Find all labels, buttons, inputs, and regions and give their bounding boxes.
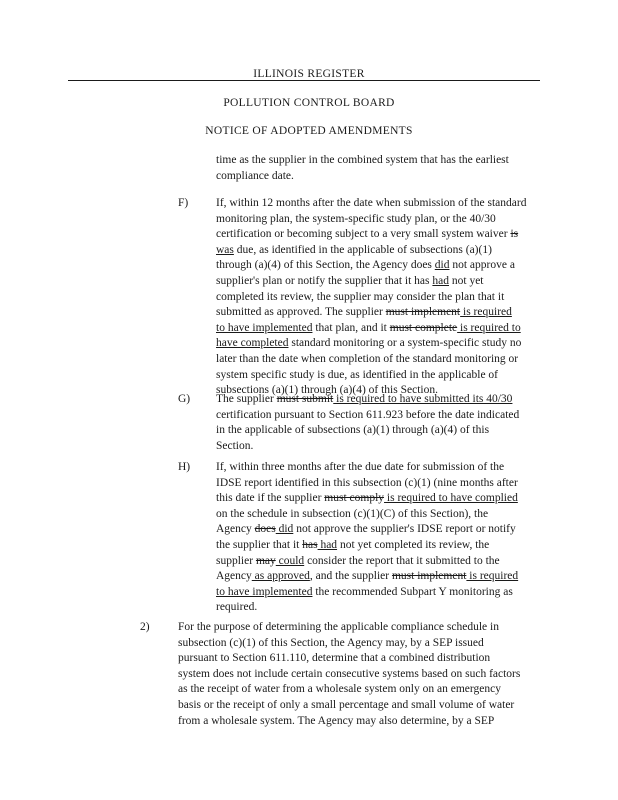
inserted-text: had	[432, 274, 449, 287]
text-line: basis or the receipt of only a small percentage and small volume of water	[178, 698, 515, 711]
text-line	[216, 274, 526, 290]
text-span: , and the supplier	[309, 570, 392, 583]
inserted-text: is required	[466, 570, 519, 583]
text-span: Agency	[216, 523, 255, 536]
text-span: Agency	[216, 570, 252, 583]
paragraph-2	[178, 620, 520, 729]
text-line: monitoring plan, the system-specific study plan, or the 40/30	[216, 212, 496, 225]
text-line	[216, 569, 518, 585]
inserted-text: could	[275, 554, 305, 567]
text-span: standard monitoring or a system-specific study no	[288, 337, 522, 350]
paragraph-F	[216, 196, 526, 399]
text-span: The supplier	[216, 393, 277, 405]
text-line	[216, 554, 518, 570]
deleted-text: must implement	[391, 570, 467, 583]
text-line: For the purpose of determining the applicable compliance schedule in	[178, 621, 499, 633]
paragraph-G	[216, 392, 519, 454]
item-label-2: 2)	[140, 621, 150, 633]
text-line: on the schedule in subsection (c)(1)(C) of this Section), the	[216, 507, 489, 520]
text-span: supplier's plan or notify the supplier that it has	[216, 274, 433, 287]
register-title: ILLINOIS REGISTER	[253, 68, 365, 80]
text-line: from a wholesale system. The Agency may also determine, by a SEP	[178, 714, 495, 727]
text-line: Section.	[216, 439, 254, 452]
text-line	[216, 392, 519, 408]
deleted-text: has	[302, 538, 318, 551]
continuation-paragraph	[216, 153, 509, 184]
inserted-text: is required to have submitted its 40/30	[333, 393, 513, 405]
text-line: subsections (a)(1) through (a)(4) of this Section.	[216, 384, 438, 397]
paragraph-H	[216, 460, 518, 616]
inserted-text: have completed	[216, 337, 289, 350]
text-span: not approve the supplier's IDSE report or notify	[293, 523, 516, 536]
text-line	[216, 538, 518, 554]
inserted-text: had	[317, 538, 338, 551]
text-line: required.	[216, 601, 258, 614]
text-span: the supplier that it	[216, 538, 303, 551]
text-span: not yet completed its review, the	[337, 538, 490, 551]
inserted-text: as approved	[251, 570, 310, 583]
text-span: due, as identified in the applicable of subsections (a)(1)	[233, 243, 492, 256]
inserted-text: is required to have complied	[384, 492, 518, 505]
header-rule	[68, 80, 540, 81]
text-line: system does not include certain consecutive systems based on such factors	[178, 667, 521, 680]
text-span: the recommended Subpart Y monitoring as	[312, 585, 513, 598]
deleted-text: must submit	[276, 393, 334, 405]
text-span: supplier	[216, 554, 256, 567]
text-line: subsection (c)(1) of this Section, the Agency may, by a SEP issued	[178, 636, 484, 649]
text-line	[216, 243, 526, 259]
inserted-text: did	[275, 523, 294, 536]
text-line	[216, 336, 526, 352]
text-span: through (a)(4) of this Section, the Agency does	[216, 259, 435, 272]
item-label-G: G)	[178, 393, 191, 405]
text-span: certification or becoming subject to a very small system waiver	[216, 228, 511, 241]
deleted-text: does	[254, 523, 276, 536]
inserted-text: is required	[460, 306, 512, 319]
notice-title: NOTICE OF ADOPTED AMENDMENTS	[205, 125, 413, 137]
text-line	[216, 321, 526, 337]
text-line: pursuant to Section 611.110, determine that a combined distribution	[178, 652, 491, 665]
item-label-F: F)	[178, 197, 189, 209]
board-title: POLLUTION CONTROL BOARD	[223, 97, 395, 109]
text-span: not approve a	[449, 259, 515, 272]
deleted-text: must comply	[324, 492, 385, 505]
text-line	[216, 491, 518, 507]
text-line: If, within 12 months after the date when submission of the standard	[216, 197, 527, 209]
text-line: in the applicable of subsections (a)(1) through (a)(4) of this	[216, 424, 490, 437]
text-line	[216, 585, 518, 601]
text-line: as the receipt of water from a wholesale system only on an emergency	[178, 683, 501, 696]
text-span: consider the report that it submitted to the	[304, 554, 500, 567]
text-span: that plan, and it	[312, 321, 390, 334]
text-span: submitted as approved. The supplier	[216, 306, 386, 319]
inserted-text: to have implemented	[216, 585, 313, 598]
text-span: not yet	[449, 274, 484, 287]
text-line: IDSE report identified in this subsection (c)(1) (nine months after	[216, 476, 518, 489]
text-line	[216, 522, 518, 538]
text-line: compliance date.	[216, 169, 294, 182]
inserted-text: to have implemented	[216, 321, 313, 334]
text-span: this date if the supplier	[216, 492, 325, 505]
deleted-text: must implement	[385, 306, 461, 319]
deleted-text: may	[255, 554, 276, 567]
inserted-text: is required to	[457, 321, 521, 334]
text-line: completed its review, the supplier may consider the plan that it	[216, 290, 505, 303]
deleted-text: is	[510, 228, 519, 241]
text-line: time as the supplier in the combined system that has the earliest	[216, 154, 509, 166]
inserted-text: did	[434, 259, 450, 272]
text-line: system specific study is due, as identified in the applicable of	[216, 368, 498, 381]
text-line	[216, 227, 526, 243]
text-line	[216, 258, 526, 274]
text-line	[216, 305, 526, 321]
deleted-text: must complete	[389, 321, 458, 334]
inserted-text: was	[216, 243, 234, 256]
text-line: If, within three months after the due date for submission of the	[216, 461, 505, 473]
text-line: later than the date when completion of the standard monitoring or	[216, 352, 519, 365]
item-label-H: H)	[178, 461, 191, 473]
text-line: certification pursuant to Section 611.923 before the date indicated	[216, 408, 520, 421]
